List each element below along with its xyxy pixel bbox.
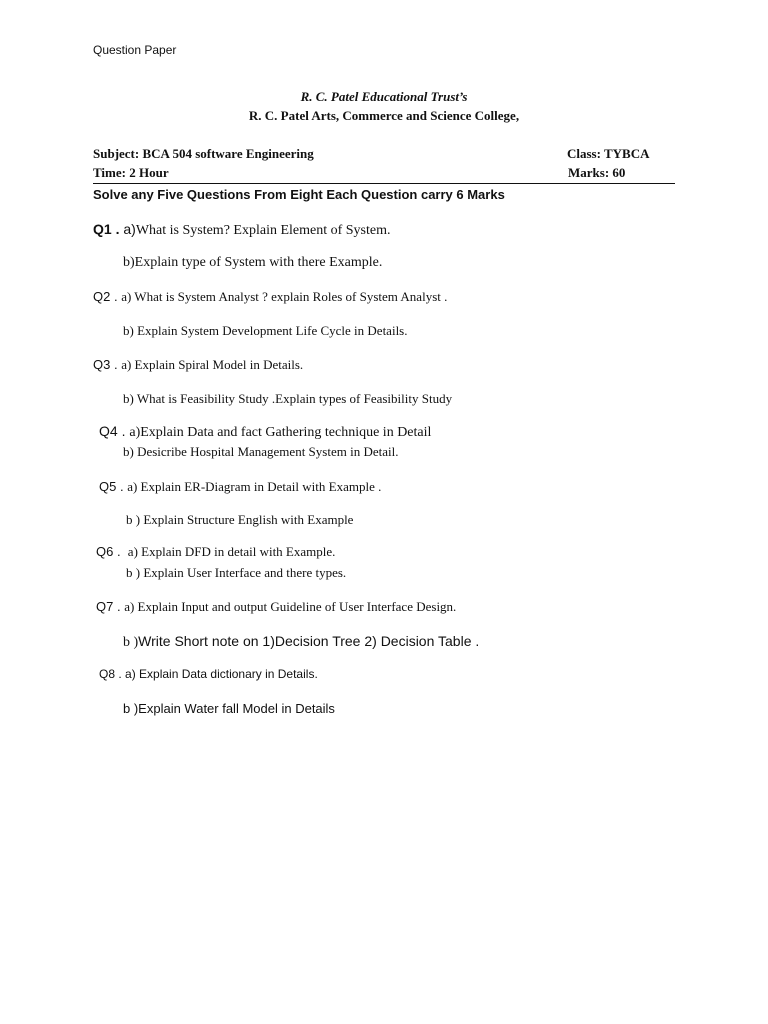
instructions: Solve any Five Questions From Eight Each Question carry 6 Marks — [93, 187, 505, 202]
question-5-a-text: a) Explain ER-Diagram in Detail with Example . — [127, 479, 382, 494]
question-1-b: b)Explain type of System with there Example. — [123, 255, 383, 270]
question-1-a — [93, 221, 391, 239]
question-7-a — [96, 599, 456, 615]
question-2-number: Q2 . — [93, 289, 122, 304]
question-4-b: b) Desicribe Hospital Management System in Detail. — [123, 444, 399, 459]
question-8-a — [99, 667, 318, 681]
question-8-number: Q8 . — [99, 667, 126, 681]
question-3-a — [93, 357, 303, 373]
question-1-a-prefix: a) — [123, 221, 136, 237]
question-5-b: b ) Explain Structure English with Example — [126, 512, 354, 527]
header-divider — [93, 183, 675, 184]
question-6-number: Q6 . — [96, 544, 128, 559]
marks-line: Marks: 60 — [568, 165, 626, 180]
subject-line: Subject: BCA 504 software Engineering — [93, 146, 314, 161]
question-7-number: Q7 . — [96, 599, 125, 614]
question-8-b: b )Explain Water fall Model in Details — [123, 701, 335, 716]
question-1-number: Q1 . — [93, 221, 124, 237]
question-4-number: Q4 . — [99, 423, 130, 439]
college-name: R. C. Patel Arts, Commerce and Science College, — [248, 108, 520, 123]
question-3-number: Q3 . — [93, 357, 122, 372]
question-2-b: b) Explain System Development Life Cycle in Details. — [123, 323, 408, 338]
question-3-b: b) What is Feasibility Study .Explain types of Feasibility Study — [123, 391, 453, 406]
class-line: Class: TYBCA — [567, 146, 650, 161]
document-header-label: Question Paper — [93, 43, 177, 57]
question-7-b-text: Write Short note on 1)Decision Tree 2) Decision Table . — [138, 633, 480, 649]
question-7-a-text: a) Explain Input and output Guideline of User Interface Design. — [124, 599, 457, 614]
question-6-a — [96, 544, 335, 560]
time-line: Time: 2 Hour — [93, 165, 169, 180]
question-6-a-text: a) Explain DFD in detail with Example. — [127, 544, 336, 559]
question-8-a-text: a) Explain Data dictionary in Details. — [125, 667, 318, 681]
question-5-number: Q5 . — [99, 479, 128, 494]
question-7-b — [123, 633, 479, 651]
question-5-a — [99, 479, 381, 495]
question-4-a — [99, 423, 431, 441]
question-2-a-text: a) What is System Analyst ? explain Roles of System Analyst . — [121, 289, 448, 304]
question-6-b: b ) Explain User Interface and there types. — [126, 565, 347, 580]
trust-name: R. C. Patel Educational Trust’s — [300, 89, 468, 104]
question-7-b-prefix: b ) — [123, 635, 139, 650]
question-2-a — [93, 289, 447, 305]
question-1-a-text: What is System? Explain Element of System. — [135, 223, 391, 238]
question-3-a-text: a) Explain Spiral Model in Details. — [121, 357, 304, 372]
question-4-a-text: a)Explain Data and fact Gathering technique in Detail — [129, 425, 432, 440]
